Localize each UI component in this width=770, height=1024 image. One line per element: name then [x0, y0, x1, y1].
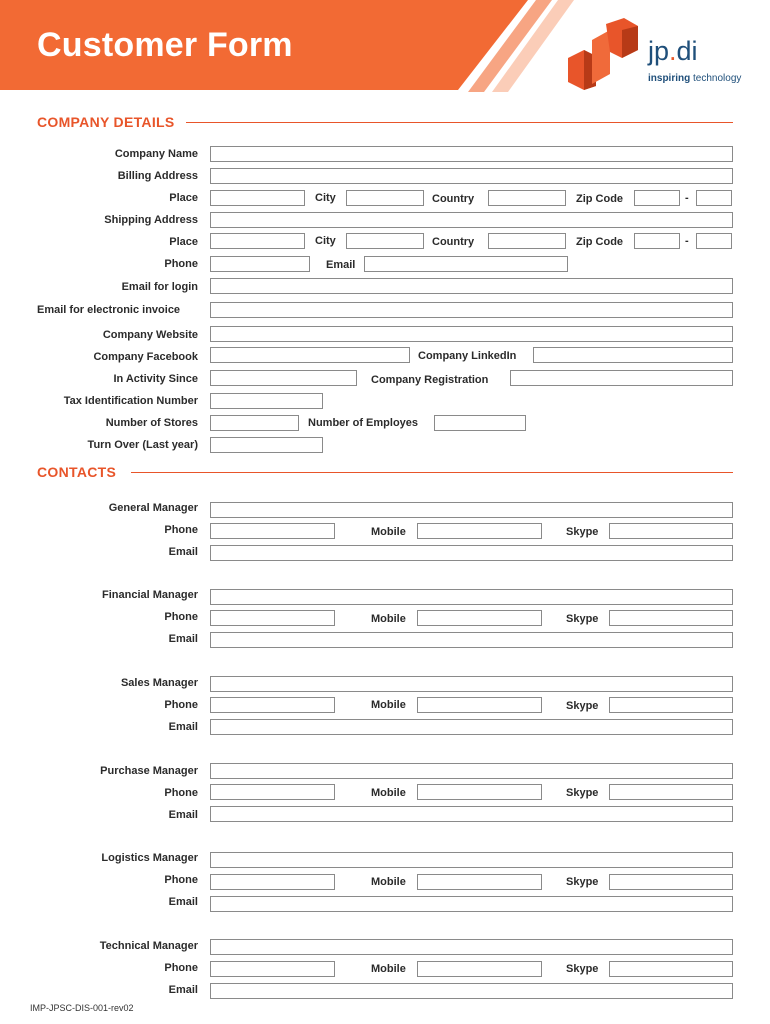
company-email-field[interactable] [364, 256, 568, 272]
company-details-heading: COMPANY DETAILS [37, 114, 175, 130]
contact-skype-label: Skype [566, 876, 599, 888]
tax-id-field[interactable] [210, 393, 323, 409]
shipping-zip-ext-field[interactable] [696, 233, 732, 249]
billing-city-label: City [315, 192, 336, 204]
general-manager-email-field[interactable] [210, 545, 733, 561]
contact-email-label: Email [168, 984, 198, 996]
shipping-place-label: Place [169, 236, 198, 248]
website-field[interactable] [210, 326, 733, 342]
linkedin-field[interactable] [533, 347, 733, 363]
form-title: Customer Form [37, 26, 293, 64]
billing-country-label: Country [432, 193, 475, 205]
shipping-zip-dash: - [685, 235, 689, 247]
logo-name-dot: . [669, 36, 677, 66]
jpdi-logo-icon [566, 18, 640, 90]
general-manager-name-field[interactable] [210, 502, 733, 518]
contact-skype-label: Skype [566, 613, 599, 625]
contact-skype-label: Skype [566, 526, 599, 538]
sales-manager-phone-field[interactable] [210, 697, 335, 713]
linkedin-label: Company LinkedIn [418, 350, 517, 362]
shipping-zip-label: Zip Code [576, 236, 624, 248]
shipping-country-label: Country [432, 236, 475, 248]
contact-skype-label: Skype [566, 787, 599, 799]
financial-manager-skype-field[interactable] [609, 610, 733, 626]
general-manager-skype-field[interactable] [609, 523, 733, 539]
financial-manager-mobile-field[interactable] [417, 610, 542, 626]
shipping-city-label: City [315, 235, 336, 247]
sales-manager-skype-field[interactable] [609, 697, 733, 713]
shipping-address-field[interactable] [210, 212, 733, 228]
logistics-manager-phone-field[interactable] [210, 874, 335, 890]
technical-manager-email-field[interactable] [210, 983, 733, 999]
purchase-manager-skype-field[interactable] [609, 784, 733, 800]
email-invoice-label: Email for electronic invoice [37, 304, 181, 316]
logistics-manager-mobile-field[interactable] [417, 874, 542, 890]
contact-role-label: General Manager [108, 502, 198, 514]
financial-manager-email-field[interactable] [210, 632, 733, 648]
employes-label: Number of Employes [308, 417, 419, 429]
billing-zip-ext-field[interactable] [696, 190, 732, 206]
company-phone-label: Phone [164, 258, 198, 270]
company-name-label: Company Name [114, 148, 198, 160]
contact-role-label: Financial Manager [102, 589, 198, 601]
logo-name-rest: di [676, 36, 698, 66]
contact-phone-label: Phone [164, 874, 198, 886]
general-manager-mobile-field[interactable] [417, 523, 542, 539]
contact-role-label: Purchase Manager [100, 765, 198, 777]
contact-email-label: Email [168, 633, 198, 645]
contact-mobile-label: Mobile [371, 787, 406, 799]
company-email-label: Email [326, 259, 356, 271]
contact-mobile-label: Mobile [371, 876, 406, 888]
employes-field[interactable] [434, 415, 526, 431]
contacts-rule [131, 472, 733, 473]
contact-phone-label: Phone [164, 787, 198, 799]
purchase-manager-mobile-field[interactable] [417, 784, 542, 800]
contact-mobile-label: Mobile [371, 963, 406, 975]
technical-manager-name-field[interactable] [210, 939, 733, 955]
contact-mobile-label: Mobile [371, 526, 406, 538]
logo-name-main: jp [648, 36, 670, 66]
logistics-manager-email-field[interactable] [210, 896, 733, 912]
sales-manager-name-field[interactable] [210, 676, 733, 692]
billing-zip-dash: - [685, 192, 689, 204]
technical-manager-phone-field[interactable] [210, 961, 335, 977]
contact-phone-label: Phone [164, 524, 198, 536]
website-label: Company Website [102, 329, 198, 341]
contact-phone-label: Phone [164, 611, 198, 623]
technical-manager-mobile-field[interactable] [417, 961, 542, 977]
contact-email-label: Email [168, 721, 198, 733]
purchase-manager-name-field[interactable] [210, 763, 733, 779]
contact-mobile-label: Mobile [371, 699, 406, 711]
shipping-place-field[interactable] [210, 233, 305, 249]
contact-email-label: Email [168, 896, 198, 908]
sales-manager-email-field[interactable] [210, 719, 733, 735]
document-code: IMP-JPSC-DIS-001-rev02 [30, 1003, 134, 1013]
contact-phone-label: Phone [164, 962, 198, 974]
contact-email-label: Email [168, 546, 198, 558]
shipping-country-field[interactable] [488, 233, 566, 249]
email-login-field[interactable] [210, 278, 733, 294]
logo-tagline-bold: inspiring [648, 73, 691, 84]
billing-place-field[interactable] [210, 190, 305, 206]
shipping-address-label: Shipping Address [104, 214, 198, 226]
company-details-rule [186, 122, 733, 123]
email-invoice-field[interactable] [210, 302, 733, 318]
sales-manager-mobile-field[interactable] [417, 697, 542, 713]
registration-label: Company Registration [371, 374, 489, 386]
company-name-field[interactable] [210, 146, 733, 162]
stores-field[interactable] [210, 415, 299, 431]
financial-manager-phone-field[interactable] [210, 610, 335, 626]
billing-zip-field[interactable] [634, 190, 680, 206]
billing-city-field[interactable] [346, 190, 424, 206]
logistics-manager-name-field[interactable] [210, 852, 733, 868]
shipping-city-field[interactable] [346, 233, 424, 249]
billing-place-label: Place [169, 192, 198, 204]
registration-field[interactable] [510, 370, 733, 386]
turnover-label: Turn Over (Last year) [87, 439, 198, 451]
financial-manager-name-field[interactable] [210, 589, 733, 605]
contact-skype-label: Skype [566, 700, 599, 712]
facebook-label: Company Facebook [93, 351, 198, 363]
purchase-manager-phone-field[interactable] [210, 784, 335, 800]
email-login-label: Email for login [121, 281, 198, 293]
technical-manager-skype-field[interactable] [609, 961, 733, 977]
logistics-manager-skype-field[interactable] [609, 874, 733, 890]
purchase-manager-email-field[interactable] [210, 806, 733, 822]
logo-tagline-rest: technology [690, 73, 742, 84]
billing-address-field[interactable] [210, 168, 733, 184]
billing-address-label: Billing Address [117, 170, 198, 182]
contact-role-label: Logistics Manager [101, 852, 198, 864]
contact-phone-label: Phone [164, 699, 198, 711]
stores-label: Number of Stores [105, 417, 198, 429]
billing-country-field[interactable] [488, 190, 566, 206]
general-manager-phone-field[interactable] [210, 523, 335, 539]
logo-wordmark [648, 36, 698, 67]
activity-since-field[interactable] [210, 370, 357, 386]
billing-zip-label: Zip Code [576, 193, 624, 205]
contact-role-label: Sales Manager [120, 677, 198, 689]
contact-email-label: Email [168, 809, 198, 821]
contacts-heading: CONTACTS [37, 464, 117, 480]
contact-role-label: Technical Manager [99, 940, 198, 952]
activity-since-label: In Activity Since [113, 373, 198, 385]
company-phone-field[interactable] [210, 256, 310, 272]
turnover-field[interactable] [210, 437, 323, 453]
contact-mobile-label: Mobile [371, 613, 406, 625]
tax-id-label: Tax Identification Number [63, 395, 198, 407]
shipping-zip-field[interactable] [634, 233, 680, 249]
facebook-field[interactable] [210, 347, 410, 363]
logo-tagline [648, 73, 741, 84]
contact-skype-label: Skype [566, 963, 599, 975]
